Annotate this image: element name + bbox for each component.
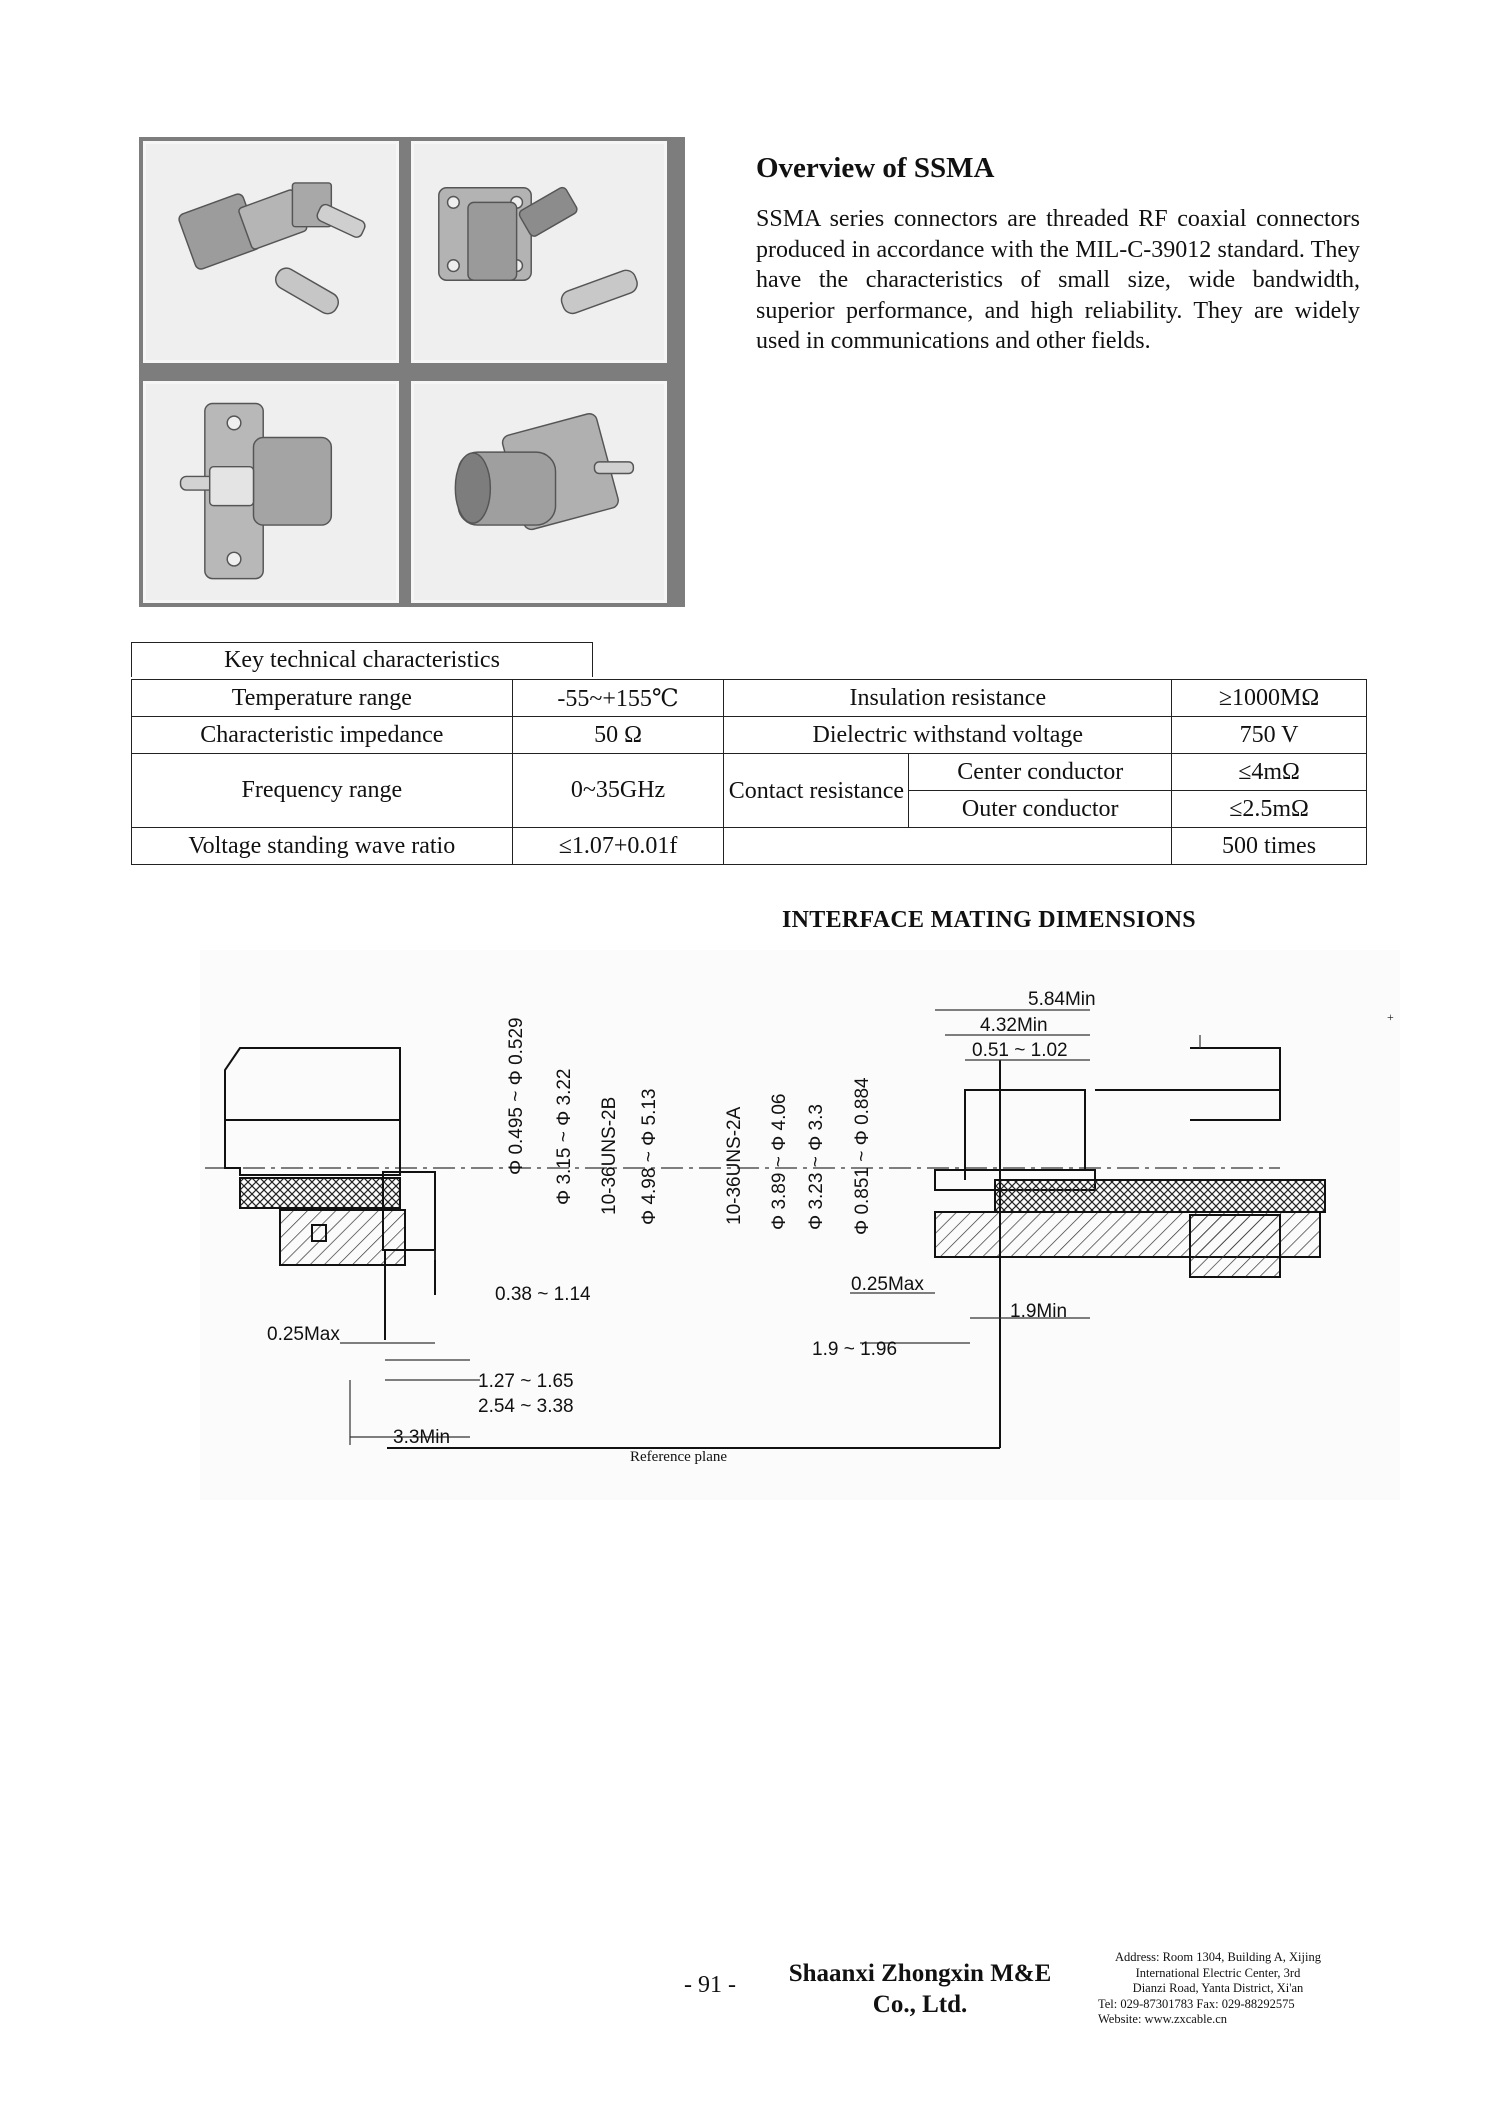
- dim-d1-label: Φ 0.495 ~ Φ 0.529: [506, 1017, 527, 1175]
- spec-value: ≤2.5mΩ: [1172, 791, 1367, 828]
- dim-025a-label: 0.25Max: [267, 1324, 340, 1345]
- dim-025b-label: 0.25Max: [851, 1274, 924, 1295]
- dim-d4-label: Φ 3.89 ~ Φ 4.06: [769, 1093, 790, 1230]
- spec-value: ≤4mΩ: [1172, 754, 1367, 791]
- spec-value: 0~35GHz: [512, 754, 724, 828]
- dim-127-label: 1.27 ~ 1.65: [478, 1371, 574, 1392]
- spec-row: [132, 828, 1367, 865]
- dim-thread-a-label: 10-36UNS-2A: [724, 1106, 745, 1225]
- flange-jack-photo: [143, 381, 399, 603]
- flange-jack-crimp-photo: [411, 141, 667, 363]
- dim-d6-label: Φ 0.851 ~ Φ 0.884: [852, 1077, 873, 1235]
- dim-33-label: 3.3Min: [393, 1427, 451, 1448]
- company-name: [778, 1958, 1062, 2020]
- spec-label: Temperature range: [132, 680, 513, 717]
- address-block: [1098, 1950, 1338, 2028]
- address-line: International Electric Center, 3rd: [1135, 1965, 1301, 1980]
- spec-label: Contact resistance: [724, 754, 909, 828]
- dim-254-label: 2.54 ~ 3.38: [478, 1396, 574, 1417]
- dim-d2-label: Φ 3.15 ~ Φ 3.22: [554, 1068, 575, 1205]
- spec-value: ≥1000MΩ: [1172, 680, 1367, 717]
- dim-038-label: 0.38 ~ 1.14: [495, 1284, 591, 1305]
- dim-051-label: 0.51 ~ 1.02: [972, 1040, 1068, 1061]
- dim-432-label: 4.32Min: [980, 1015, 1048, 1036]
- stray-mark: +: [1387, 1010, 1394, 1024]
- reference-plane-label: Reference plane: [630, 1449, 728, 1465]
- spec-label: Insulation resistance: [724, 680, 1172, 717]
- spec-label: Voltage standing wave ratio: [132, 828, 513, 865]
- spec-row: [132, 754, 1367, 791]
- dim-d5-label: Φ 3.23 ~ Φ 3.3: [806, 1104, 827, 1230]
- overview-title: Overview of SSMA: [756, 152, 995, 184]
- page-number: - 91 -: [684, 1972, 736, 1998]
- flange-jack-pin-photo: [411, 381, 667, 603]
- company-name-line: Co., Ltd.: [872, 1991, 968, 2018]
- contact-line: Tel: 029-87301783 Fax: 029-88292575: [1098, 1996, 1295, 2011]
- spec-label: Dielectric withstand voltage: [724, 717, 1172, 754]
- dim-19-label: 1.9 ~ 1.96: [812, 1339, 898, 1360]
- spec-table: [131, 679, 1367, 865]
- spec-value: 500 times: [1172, 828, 1367, 865]
- address-line: Address: Room 1304, Building A, Xijing: [1115, 1950, 1321, 1964]
- company-name-line: Shaanxi Zhongxin M&E: [788, 1960, 1052, 1987]
- interface-title: INTERFACE MATING DIMENSIONS: [782, 907, 1196, 933]
- spec-value: -55~+155℃: [512, 680, 724, 717]
- product-photo-grid: [139, 137, 685, 607]
- spec-label: Outer conductor: [909, 791, 1172, 828]
- spec-value: ≤1.07+0.01f: [512, 828, 724, 865]
- spec-label: Center conductor: [909, 754, 1172, 791]
- dim-d3-label: Φ 4.98 ~ Φ 5.13: [639, 1088, 660, 1225]
- dim-584-label: 5.84Min: [1028, 989, 1096, 1010]
- spec-label: Characteristic impedance: [132, 717, 513, 754]
- spec-value: 50 Ω: [512, 717, 724, 754]
- spec-row: [132, 717, 1367, 754]
- spec-row: [132, 680, 1367, 717]
- spec-value: 750 V: [1172, 717, 1367, 754]
- dim-thread-b-label: 10-36UNS-2B: [599, 1096, 620, 1215]
- website-line: Website: www.zxcable.cn: [1098, 2012, 1228, 2026]
- spec-label: Frequency range: [132, 754, 513, 828]
- spec-table-caption: Key technical characteristics: [131, 642, 593, 677]
- right-angle-plug-photo: [143, 141, 399, 363]
- address-line: Dianzi Road, Yanta District, Xi'an: [1132, 1981, 1304, 1995]
- spec-empty-cell: [724, 828, 1172, 865]
- dim-19min-label: 1.9Min: [1010, 1301, 1068, 1322]
- overview-paragraph: SSMA series connectors are threaded RF coaxial connectors produced in accordance with the MIL-C-39012 standard. They have the characteristics of small size, wide bandwidth, superior performance, and high reliability. They are widely used in communications and other fields.: [756, 206, 1360, 354]
- interface-mating-diagram: [200, 950, 1400, 1500]
